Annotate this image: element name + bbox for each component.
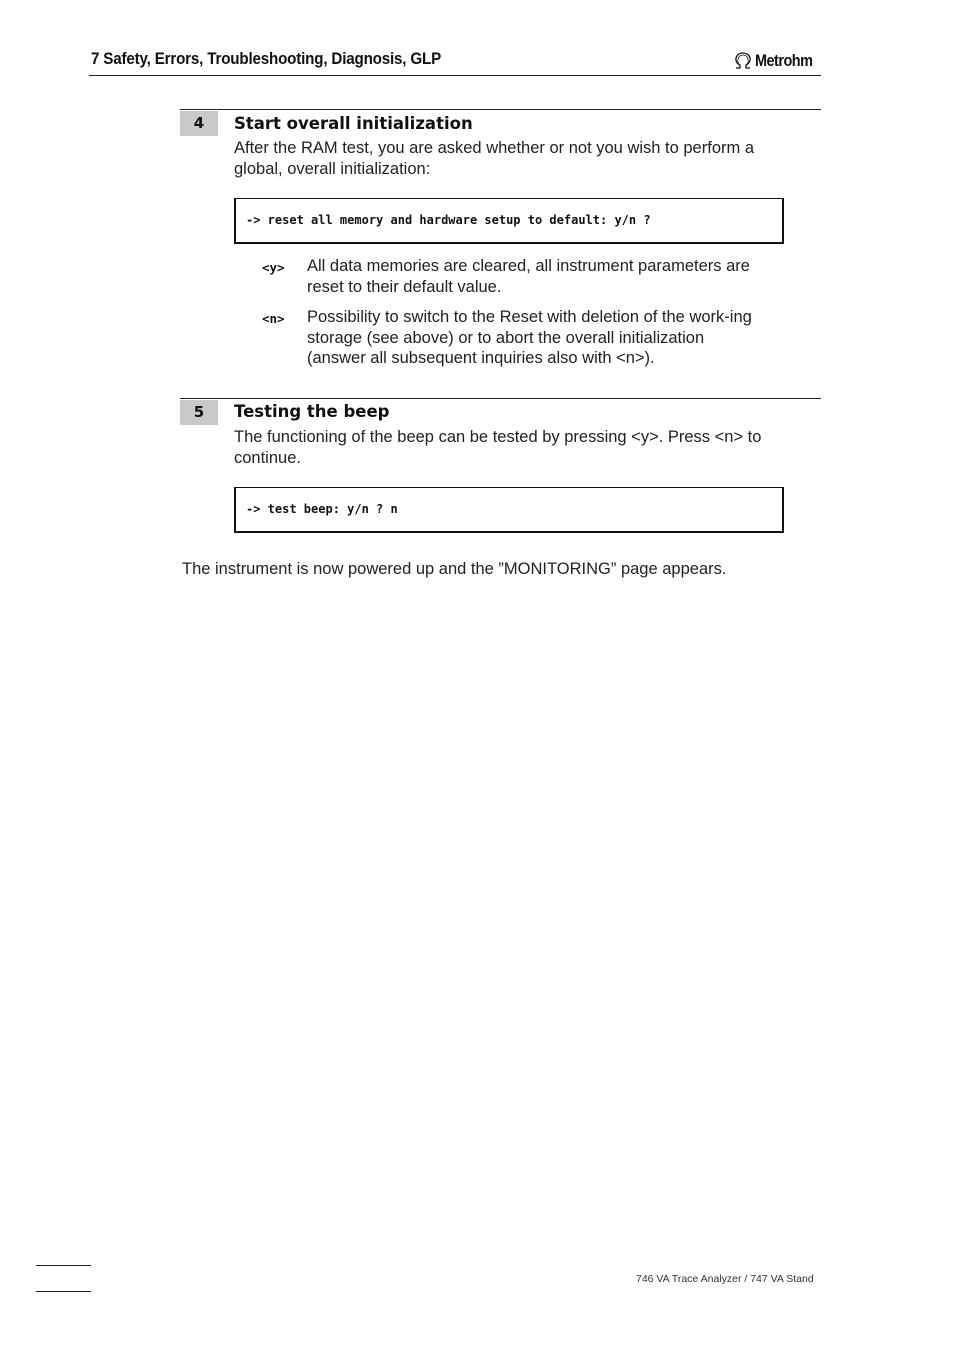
footer-product: 746 VA Trace Analyzer / 747 VA Stand <box>636 1273 814 1285</box>
step-4-screen-display <box>234 198 784 244</box>
brand-name: Metrohm <box>755 51 813 70</box>
brand-logo <box>733 50 823 72</box>
footer-rule-bottom <box>36 1291 91 1292</box>
chapter-title: 7 Safety, Errors, Troubleshooting, Diagnosis, GLP <box>91 50 442 68</box>
step-5-number: 5 <box>180 400 218 425</box>
header-divider <box>89 75 821 76</box>
step-5-screen-display <box>234 487 784 533</box>
omega-logo-icon <box>733 52 753 70</box>
step-5-divider <box>180 398 821 399</box>
footer-rule-top <box>36 1265 91 1266</box>
step-4-text: After the RAM test, you are asked whether or not you wish to perform a global, overall initialization: <box>234 139 754 178</box>
option-y-key: <y> <box>262 260 285 275</box>
step-4-screen-text: -> reset all memory and hardware setup to default: y/n ? <box>246 213 651 227</box>
option-n-key: <n> <box>262 311 285 326</box>
option-n-text: Possibility to switch to the Reset with deletion of the work-ing storage (see above) or to abort the overall initialization (answer all subsequent inquiries also with <n>). <box>307 308 752 367</box>
step-5-screen-text: -> test beep: y/n ? n <box>246 502 398 516</box>
step-4-title: Start overall initialization <box>234 114 473 133</box>
step-4-divider <box>180 109 821 110</box>
option-y-text: All data memories are cleared, all instrument parameters are reset to their default value. <box>307 257 750 296</box>
step-5-text: The functioning of the beep can be tested by pressing <y>. Press <n> to continue. <box>234 428 762 467</box>
step-5-title: Testing the beep <box>234 402 390 421</box>
step-4-number: 4 <box>180 111 218 136</box>
closing-text: The instrument is now powered up and the ”MONITORING” page appears. <box>182 560 727 578</box>
